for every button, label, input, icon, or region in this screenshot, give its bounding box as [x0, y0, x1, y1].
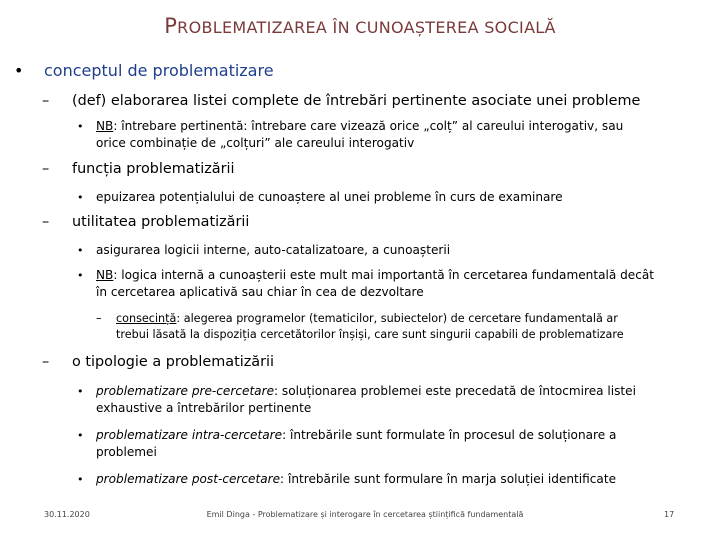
pre-label: problematizare pre-cercetare — [96, 384, 275, 398]
functia-sub-text: epuizarea potențialului de cunoaștere al unei probleme în curs de examinare — [96, 190, 563, 204]
consecinta-text: : alegerea programelor (tematicilor, subiectelor) de cercetare fundamentală ar — [176, 312, 618, 325]
dash-icon: – — [42, 354, 50, 370]
item-util-sub1 — [77, 242, 697, 259]
nb2-label: NB — [96, 268, 114, 282]
dash-icon: – — [42, 161, 50, 177]
post-label: problematizare post-cercetare — [96, 472, 281, 486]
nb2-text: : logica internă a cunoașterii este mult mai importantă în cercetarea fundamentală decât — [113, 268, 655, 282]
item-intra — [77, 427, 697, 461]
dash-icon: – — [42, 214, 50, 230]
consecinta-label: consecință — [116, 312, 177, 325]
heading-text: conceptul de problematizare — [44, 61, 274, 80]
footer-title: Emil Dinga - Problematizare și interogare în cercetarea științifică fundamentală — [206, 510, 524, 519]
title-rest: ROBLEMATIZAREA ÎN CUNOAȘTEREA SOCIALĂ — [177, 18, 556, 37]
footer-page-number: 17 — [664, 510, 675, 519]
bullet-icon: • — [77, 191, 84, 204]
dash-icon: – — [96, 312, 102, 325]
nb1-label: NB — [96, 119, 114, 133]
item-tipologie — [42, 354, 274, 370]
intra-label: problematizare intra-cercetare — [96, 428, 283, 442]
intra-text: : întrebările sunt formulate în procesul de soluționare a — [282, 428, 617, 442]
item-functia-sub — [77, 189, 697, 206]
item-consecinta — [96, 311, 706, 343]
slide-title — [0, 14, 720, 38]
bullet-icon: • — [77, 385, 84, 398]
bullet-icon: • — [77, 473, 84, 486]
pre-text-2: exhaustive a întrebărilor pertinente — [96, 401, 312, 415]
title-initial: P — [164, 14, 178, 38]
post-text: : întrebările sunt formulare în marja soluției identificate — [280, 472, 617, 486]
utilitatea-text: utilitatea problematizării — [72, 214, 250, 230]
item-nb1 — [77, 118, 697, 152]
tipologie-text: o tipologie a problematizării — [72, 354, 275, 370]
bullet-icon: • — [14, 61, 24, 80]
footer-date: 30.11.2020 — [44, 510, 90, 519]
item-functia — [42, 161, 235, 177]
bullet-icon: • — [77, 120, 84, 133]
bullet-icon: • — [77, 429, 84, 442]
pre-text: : soluționarea problemei este precedată de întocmirea listei — [274, 384, 636, 398]
item-nb2 — [77, 267, 707, 301]
consecinta-text-2: trebui lăsată la dispoziția cercetătorilor înșiși, care sunt singurii capabili de problematizare — [116, 328, 624, 341]
item-def — [42, 93, 640, 109]
def-text: (def) elaborarea listei complete de întrebări pertinente asociate unei probleme — [72, 93, 641, 109]
item-utilitatea — [42, 214, 249, 230]
bullet-icon: • — [77, 244, 84, 257]
functia-text: funcția problematizării — [72, 161, 235, 177]
nb1-text: : întrebare pertinentă: întrebare care vizează orice „colț” al careului interogativ, sau — [113, 119, 624, 133]
nb1-text-2: orice combinație de „colțuri” ale careului interogativ — [96, 136, 415, 150]
item-post — [77, 471, 697, 488]
nb2-text-2: în cercetarea aplicativă sau chiar în cea de dezvoltare — [96, 285, 424, 299]
bullet-icon: • — [77, 269, 84, 282]
intra-text-2: problemei — [96, 445, 157, 459]
util-sub1-text: asigurarea logicii interne, auto-catalizatoare, a cunoașterii — [96, 243, 451, 257]
item-pre — [77, 383, 697, 417]
heading-bullet — [14, 61, 274, 80]
dash-icon: – — [42, 93, 50, 109]
